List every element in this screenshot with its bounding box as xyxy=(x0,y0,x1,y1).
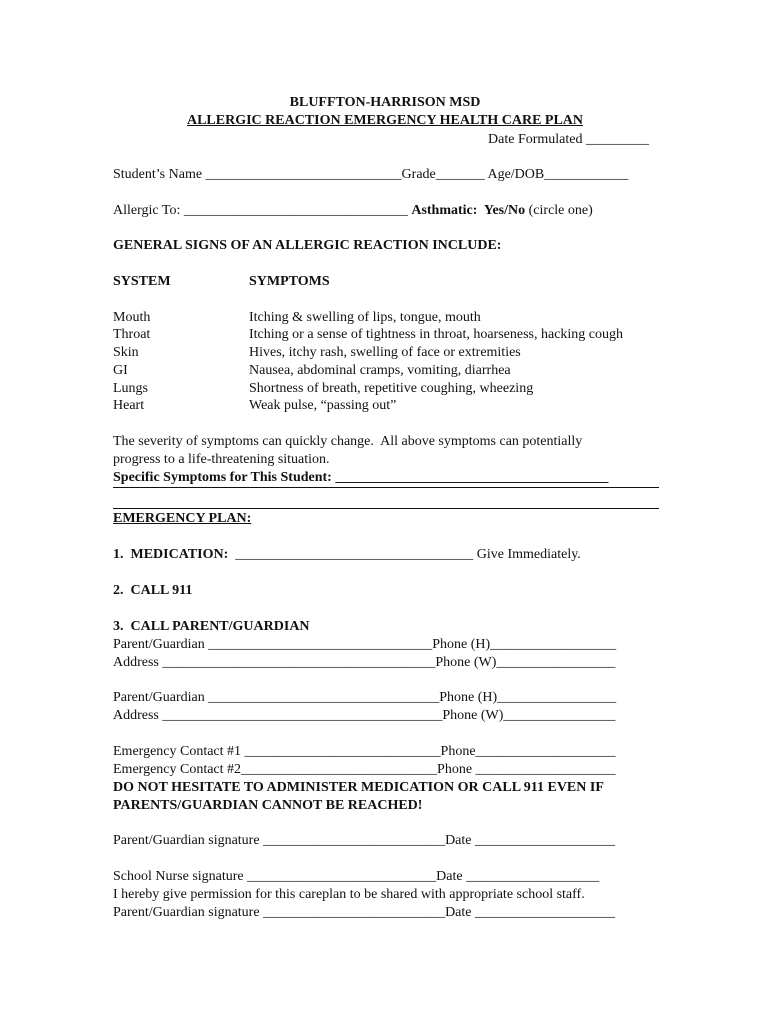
medication-label: 1. MEDICATION: xyxy=(113,547,229,562)
symptoms-column-header: SYMPTOMS xyxy=(249,274,330,289)
system-lungs: Lungs xyxy=(113,381,148,396)
warning-text-2: PARENTS/GUARDIAN CANNOT BE REACHED! xyxy=(113,798,423,813)
signs-heading: GENERAL SIGNS OF AN ALLERGIC REACTION INCLUDE: xyxy=(113,238,502,253)
divider-line xyxy=(113,508,659,509)
address-1-line: Address _______________________________________Phone (W)_________________ xyxy=(113,655,616,670)
system-skin: Skin xyxy=(113,345,139,360)
allergic-to-line xyxy=(113,202,593,219)
system-heart: Heart xyxy=(113,398,145,413)
asthmatic-label: Asthmatic: Yes/No xyxy=(411,203,526,218)
date-formulated-field: Date Formulated _________ xyxy=(488,132,649,147)
medication-field: __________________________________ Give Immediately. xyxy=(228,547,581,562)
system-mouth: Mouth xyxy=(113,310,151,325)
emergency-plan-heading: EMERGENCY PLAN: xyxy=(113,511,252,526)
system-gi: GI xyxy=(113,363,128,378)
call-parent-step: 3. CALL PARENT/GUARDIAN xyxy=(113,619,310,634)
symptom-throat: Itching or a sense of tightness in throat, hoarseness, hacking cough xyxy=(249,327,624,342)
symptom-lungs: Shortness of breath, repetitive coughing, wheezing xyxy=(249,381,534,396)
district-title: BLUFFTON-HARRISON MSD xyxy=(289,95,481,110)
emergency-contact-1-line: Emergency Contact #1 ____________________________Phone____________________ xyxy=(113,744,616,759)
system-column-header: SYSTEM xyxy=(113,274,171,289)
allergic-to-field: Allergic To: ________________________________ xyxy=(113,203,408,218)
parent-guardian-1-line: Parent/Guardian ________________________________Phone (H)__________________ xyxy=(113,637,617,652)
symptom-skin: Hives, itchy rash, swelling of face or extremities xyxy=(249,345,521,360)
form-title: ALLERGIC REACTION EMERGENCY HEALTH CARE PLAN xyxy=(186,113,584,128)
parent-signature-2-line: Parent/Guardian signature __________________________Date ____________________ xyxy=(113,905,615,920)
nurse-signature-line: School Nurse signature ___________________________Date ___________________ xyxy=(113,869,600,884)
divider-line xyxy=(113,487,659,488)
system-throat: Throat xyxy=(113,327,151,342)
asthmatic-note: (circle one) xyxy=(525,203,593,218)
parent-signature-line: Parent/Guardian signature __________________________Date ____________________ xyxy=(113,833,615,848)
parent-guardian-2-line: Parent/Guardian _________________________________Phone (H)_________________ xyxy=(113,690,617,705)
address-2-line: Address ________________________________________Phone (W)________________ xyxy=(113,708,616,723)
severity-text-2: progress to a life-threatening situation. xyxy=(113,452,330,467)
emergency-contact-2-line: Emergency Contact #2____________________________Phone ____________________ xyxy=(113,762,616,777)
student-name-line: Student’s Name ____________________________Grade_______ Age/DOB____________ xyxy=(113,167,629,182)
call-911-step: 2. CALL 911 xyxy=(113,583,193,598)
specific-symptoms-line: Specific Symptoms for This Student: _______________________________________ xyxy=(113,470,609,485)
symptom-heart: Weak pulse, “passing out” xyxy=(249,398,397,413)
symptom-gi: Nausea, abdominal cramps, vomiting, diarrhea xyxy=(249,363,511,378)
symptom-mouth: Itching & swelling of lips, tongue, mouth xyxy=(249,310,481,325)
permission-statement: I hereby give permission for this careplan to be shared with appropriate school staff. xyxy=(113,887,585,902)
warning-text-1: DO NOT HESITATE TO ADMINISTER MEDICATION OR CALL 911 EVEN IF xyxy=(113,780,604,795)
medication-line xyxy=(113,546,581,563)
severity-text-1: The severity of symptoms can quickly change. All above symptoms can potentially xyxy=(113,434,583,449)
